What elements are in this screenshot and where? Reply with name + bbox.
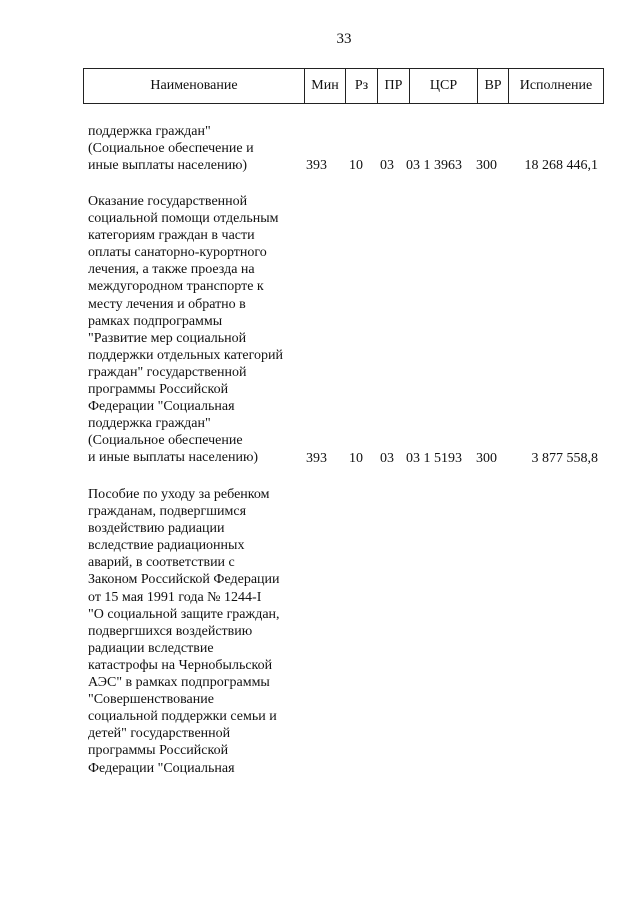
entry-line: (Социальное обеспечение и bbox=[88, 141, 254, 157]
entry-line: подвергшихся воздействию bbox=[88, 623, 253, 639]
entry-line: месту лечения и обратно в bbox=[88, 296, 246, 312]
entry-line: Законом Российской Федерации bbox=[88, 572, 280, 588]
header-row bbox=[84, 69, 604, 104]
entry-line: и иные выплаты населению) bbox=[88, 450, 259, 466]
entry-3-description bbox=[88, 486, 306, 777]
entry-line: катастрофы на Чернобыльской bbox=[88, 657, 273, 673]
table-header bbox=[83, 68, 604, 104]
entry-line: лечения, а также проезда на bbox=[88, 262, 255, 278]
header-min: Мин bbox=[305, 69, 346, 104]
entry-1-amount: 18 268 446,1 bbox=[524, 158, 598, 173]
entry-line: "Совершенствование bbox=[88, 692, 214, 708]
header-name: Наименование bbox=[84, 69, 305, 104]
entry-2-amount: 3 877 558,8 bbox=[531, 451, 598, 466]
entry-line: социальной помощи отдельным bbox=[88, 211, 279, 227]
entry-line: категориям граждан в части bbox=[88, 228, 255, 244]
entry-line: от 15 мая 1991 года № 1244-I bbox=[88, 589, 262, 605]
entry-1-vr: 300 bbox=[476, 158, 497, 173]
entry-line: вследствие радиационных bbox=[88, 538, 245, 554]
entry-1-pr: 03 bbox=[380, 158, 394, 173]
entry-line: программы Российской bbox=[88, 743, 229, 759]
entry-line: детей" государственной bbox=[88, 726, 231, 742]
entry-line: граждан" государственной bbox=[88, 364, 247, 380]
entry-line: Федерации "Социальная bbox=[88, 760, 235, 776]
entry-line: Пособие по уходу за ребенком bbox=[88, 487, 270, 502]
entry-line: воздействию радиации bbox=[88, 521, 225, 537]
header-vr: ВР bbox=[478, 69, 509, 104]
entry-line: поддержка граждан" bbox=[88, 416, 211, 432]
entry-line: Оказание государственной bbox=[88, 194, 248, 209]
entry-1-description bbox=[88, 123, 306, 174]
entry-line: радиации вследствие bbox=[88, 640, 214, 656]
entry-line: оплаты санаторно-курортного bbox=[88, 245, 267, 261]
entry-2-rz: 10 bbox=[349, 451, 363, 466]
entry-1-csr: 03 1 3963 bbox=[406, 158, 462, 173]
entry-line: программы Российской bbox=[88, 382, 229, 398]
entry-line: "О социальной защите граждан, bbox=[88, 606, 280, 622]
entry-line: АЭС" в рамках подпрограммы bbox=[88, 675, 270, 691]
header-csr: ЦСР bbox=[410, 69, 478, 104]
entry-line: Федерации "Социальная bbox=[88, 399, 235, 415]
entry-line: поддержка граждан" bbox=[88, 124, 211, 139]
entry-2-description bbox=[88, 193, 306, 467]
header-pr: ПР bbox=[378, 69, 410, 104]
entry-line: междугородном транспорте к bbox=[88, 279, 264, 295]
header-execution: Исполнение bbox=[509, 69, 604, 104]
entry-line: (Социальное обеспечение bbox=[88, 433, 243, 449]
entry-line: "Развитие мер социальной bbox=[88, 330, 247, 346]
header-rz: Рз bbox=[346, 69, 378, 104]
entry-1-rz: 10 bbox=[349, 158, 363, 173]
entry-2-vr: 300 bbox=[476, 451, 497, 466]
entry-line: рамках подпрограммы bbox=[88, 313, 223, 329]
entry-line: гражданам, подвергшимся bbox=[88, 504, 247, 520]
entry-1-min: 393 bbox=[306, 158, 327, 173]
entry-line: иные выплаты населению) bbox=[88, 158, 248, 174]
entry-2-pr: 03 bbox=[380, 451, 394, 466]
entry-line: поддержки отдельных категорий bbox=[88, 347, 284, 363]
page-number: 33 bbox=[336, 31, 352, 47]
entry-line: социальной поддержки семьи и bbox=[88, 709, 277, 725]
entry-2-min: 393 bbox=[306, 451, 327, 466]
entry-2-csr: 03 1 5193 bbox=[406, 451, 462, 466]
entry-line: аварий, в соответствии с bbox=[88, 555, 235, 571]
